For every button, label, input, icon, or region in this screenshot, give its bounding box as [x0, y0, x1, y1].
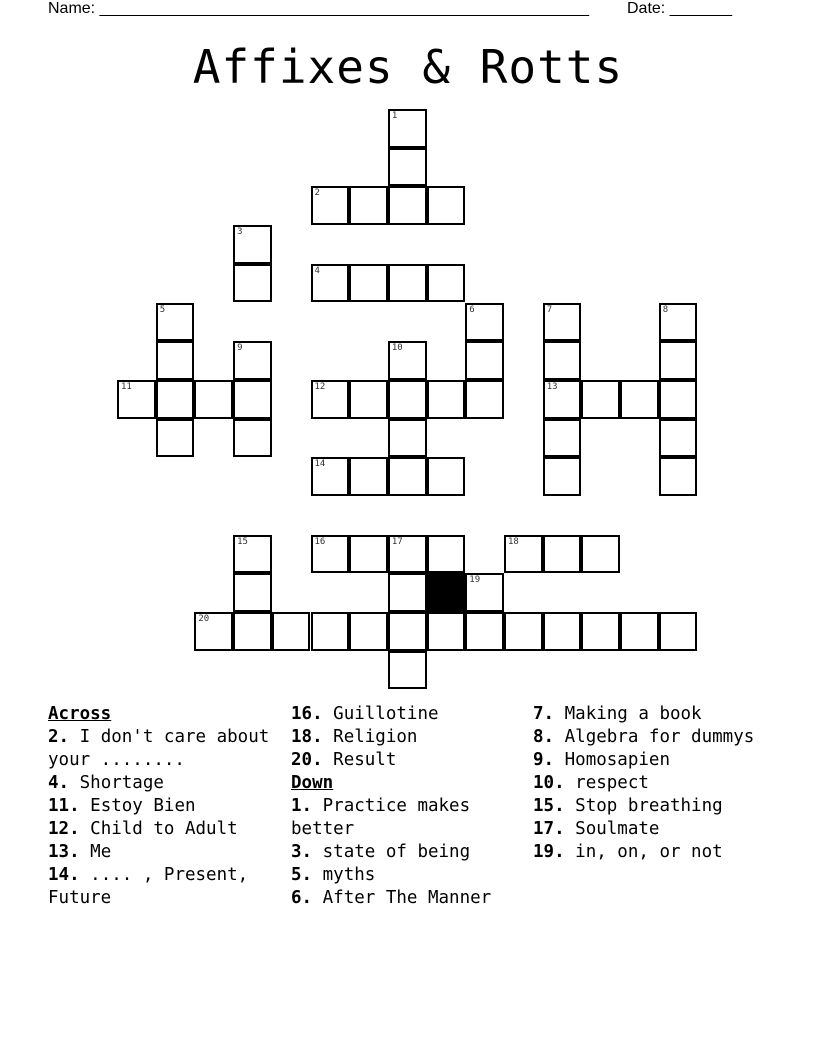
grid-cell[interactable]	[427, 457, 466, 496]
cell-number: 2	[314, 188, 320, 199]
clue-across-16	[291, 703, 526, 726]
clue-number: 7.	[533, 704, 555, 724]
grid-cell[interactable]	[659, 612, 698, 651]
clue-down-7	[533, 703, 768, 726]
date-field-label[interactable]: Date: _______	[627, 0, 732, 17]
grid-cell[interactable]	[349, 535, 388, 574]
clue-down-3	[291, 841, 526, 864]
grid-cell[interactable]	[349, 186, 388, 225]
cell-number: 5	[159, 304, 166, 315]
clue-number: 19.	[533, 842, 565, 862]
grid-cell[interactable]	[543, 341, 582, 380]
clue-across-20	[291, 749, 526, 772]
clue-number: 4.	[48, 773, 70, 793]
page-title: Affixes & Rotts	[192, 40, 624, 94]
clue-number: 14.	[48, 865, 80, 885]
grid-cell[interactable]	[349, 264, 388, 303]
clue-down-19	[533, 841, 768, 864]
clue-across-12	[48, 818, 283, 841]
grid-cell[interactable]	[233, 573, 272, 612]
clue-text: After The Manner	[322, 888, 492, 908]
clue-number: 17.	[533, 819, 565, 839]
grid-cell[interactable]	[388, 148, 427, 187]
clue-across-13	[48, 841, 283, 864]
clue-across-11	[48, 795, 283, 818]
grid-cell[interactable]	[465, 341, 504, 380]
grid-cell[interactable]	[233, 341, 272, 380]
grid-cell[interactable]	[388, 651, 427, 690]
grid-cell[interactable]	[543, 303, 582, 342]
clue-text: Stop breathing	[575, 796, 723, 816]
clue-number: 11.	[48, 796, 80, 816]
cell-number: 17	[391, 536, 403, 547]
clue-text: Child to Adult	[90, 819, 238, 839]
grid-cell[interactable]	[543, 419, 582, 458]
grid-cell[interactable]	[427, 264, 466, 303]
cell-number: 20	[198, 614, 210, 625]
clue-text: Estoy Bien	[90, 796, 196, 816]
grid-cell[interactable]	[659, 419, 698, 458]
grid-cell[interactable]	[156, 303, 195, 342]
clue-column-3	[533, 703, 768, 864]
grid-cell[interactable]	[233, 380, 272, 419]
clue-across-4	[48, 772, 283, 795]
grid-cell[interactable]	[543, 535, 582, 574]
cell-number: 10	[391, 343, 403, 354]
cell-number: 12	[314, 381, 326, 392]
grid-cell[interactable]	[388, 264, 427, 303]
clue-down-6	[291, 887, 526, 910]
cell-number: 6	[469, 304, 475, 315]
clue-number: 5.	[291, 865, 313, 885]
grid-cell[interactable]	[388, 186, 427, 225]
grid-cell[interactable]	[427, 380, 466, 419]
grid-cell[interactable]	[427, 612, 466, 651]
grid-cell[interactable]	[465, 612, 504, 651]
clue-number: 20.	[291, 750, 323, 770]
grid-cell[interactable]	[659, 380, 698, 419]
grid-cell[interactable]	[233, 419, 272, 458]
grid-cell[interactable]	[659, 341, 698, 380]
grid-cell[interactable]	[388, 457, 427, 496]
cell-number: 3	[237, 227, 243, 238]
grid-cell[interactable]	[543, 380, 582, 419]
clue-number: 1.	[291, 796, 313, 816]
grid-cell[interactable]	[427, 535, 466, 574]
grid-cell[interactable]	[311, 186, 350, 225]
clue-text: Shortage	[79, 773, 164, 793]
grid-cell[interactable]	[233, 225, 272, 264]
grid-cell[interactable]	[156, 380, 195, 419]
cell-number: 1	[391, 111, 398, 121]
grid-cell[interactable]	[388, 109, 427, 148]
clue-number: 2.	[48, 727, 70, 747]
clue-text: Guillotine	[333, 704, 439, 724]
grid-cell[interactable]	[581, 612, 620, 651]
clue-number: 10.	[533, 773, 565, 793]
clue-text: Result	[333, 750, 397, 770]
clue-text: Homosapien	[564, 750, 670, 770]
grid-cell[interactable]	[233, 612, 272, 651]
cell-number: 9	[237, 343, 243, 354]
grid-cell[interactable]	[388, 419, 427, 458]
grid-cell[interactable]	[388, 535, 427, 574]
grid-block-cell	[427, 573, 466, 612]
clue-number: 8.	[533, 727, 555, 747]
grid-cell[interactable]	[311, 264, 350, 303]
clue-across-18	[291, 726, 526, 749]
across-heading: Across	[48, 704, 112, 724]
name-field-label[interactable]: Name: _______________________________________________________	[48, 0, 589, 17]
clue-number: 18.	[291, 727, 323, 747]
grid-cell[interactable]	[233, 264, 272, 303]
clue-down-5	[291, 864, 526, 887]
clue-down-8	[533, 726, 768, 749]
grid-cell[interactable]	[349, 457, 388, 496]
cell-number: 4	[314, 265, 320, 276]
grid-cell[interactable]	[659, 303, 698, 342]
clue-number: 12.	[48, 819, 80, 839]
grid-cell[interactable]	[388, 341, 427, 380]
grid-cell[interactable]	[543, 612, 582, 651]
cell-number: 15	[237, 536, 248, 547]
clue-across-2	[48, 726, 283, 772]
grid-cell[interactable]	[465, 380, 504, 419]
grid-cell[interactable]	[117, 380, 156, 419]
grid-cell[interactable]	[388, 612, 427, 651]
grid-cell[interactable]	[388, 573, 427, 612]
cell-number: 8	[662, 304, 669, 315]
cell-number: 14	[314, 459, 326, 470]
clue-number: 3.	[291, 842, 313, 862]
grid-cell[interactable]	[272, 612, 311, 651]
clue-text: state of being	[322, 842, 471, 862]
cell-number: 7	[546, 304, 553, 315]
clue-text: I don't care about your ........	[48, 727, 270, 770]
cell-number: 19	[469, 575, 481, 586]
grid-cell[interactable]	[156, 341, 195, 380]
grid-cell[interactable]	[311, 380, 350, 419]
clue-down-10	[533, 772, 768, 795]
clue-number: 9.	[533, 750, 555, 770]
grid-cell[interactable]	[543, 457, 582, 496]
clue-number: 6.	[291, 888, 313, 908]
clue-text: Algebra for dummys	[564, 727, 755, 747]
grid-cell[interactable]	[194, 612, 233, 651]
grid-cell[interactable]	[311, 457, 350, 496]
clue-text: Practice makes better	[291, 796, 471, 839]
grid-cell[interactable]	[194, 380, 233, 419]
grid-cell[interactable]	[427, 186, 466, 225]
grid-cell[interactable]	[349, 612, 388, 651]
cell-number: 13	[546, 381, 558, 392]
grid-cell[interactable]	[620, 380, 659, 419]
grid-cell[interactable]	[156, 419, 195, 458]
grid-cell[interactable]	[388, 380, 427, 419]
cell-number: 18	[508, 536, 519, 547]
clue-text: .... , Present, Future	[48, 865, 249, 908]
grid-cell[interactable]	[349, 380, 388, 419]
clue-number: 15.	[533, 796, 565, 816]
clue-text: Making a book	[564, 704, 702, 724]
grid-cell[interactable]	[620, 612, 659, 651]
grid-cell[interactable]	[504, 535, 543, 574]
clue-across-14	[48, 864, 283, 910]
clue-column-2	[291, 703, 526, 910]
grid-cell[interactable]	[465, 573, 504, 612]
clue-down-15	[533, 795, 768, 818]
clue-text: in, on, or not	[575, 842, 723, 862]
clue-down-1	[291, 795, 526, 841]
grid-cell[interactable]	[311, 612, 350, 651]
grid-cell[interactable]	[581, 535, 620, 574]
clue-text: myths	[322, 865, 376, 885]
grid-cell[interactable]	[465, 303, 504, 342]
cell-number: 16	[314, 536, 326, 547]
clue-number: 13.	[48, 842, 80, 862]
clue-number: 16.	[291, 704, 323, 724]
clue-text: Religion	[333, 727, 418, 747]
cell-number: 11	[121, 381, 132, 392]
grid-cell[interactable]	[233, 535, 272, 574]
down-heading: Down	[291, 773, 334, 793]
grid-cell[interactable]	[311, 535, 350, 574]
grid-cell[interactable]	[581, 380, 620, 419]
clue-text: respect	[575, 773, 649, 793]
clue-down-17	[533, 818, 768, 841]
clue-text: Me	[90, 842, 112, 862]
clue-text: Soulmate	[575, 819, 660, 839]
grid-cell[interactable]	[504, 612, 543, 651]
clue-down-9	[533, 749, 768, 772]
grid-cell[interactable]	[659, 457, 698, 496]
clue-column-1	[48, 703, 283, 910]
